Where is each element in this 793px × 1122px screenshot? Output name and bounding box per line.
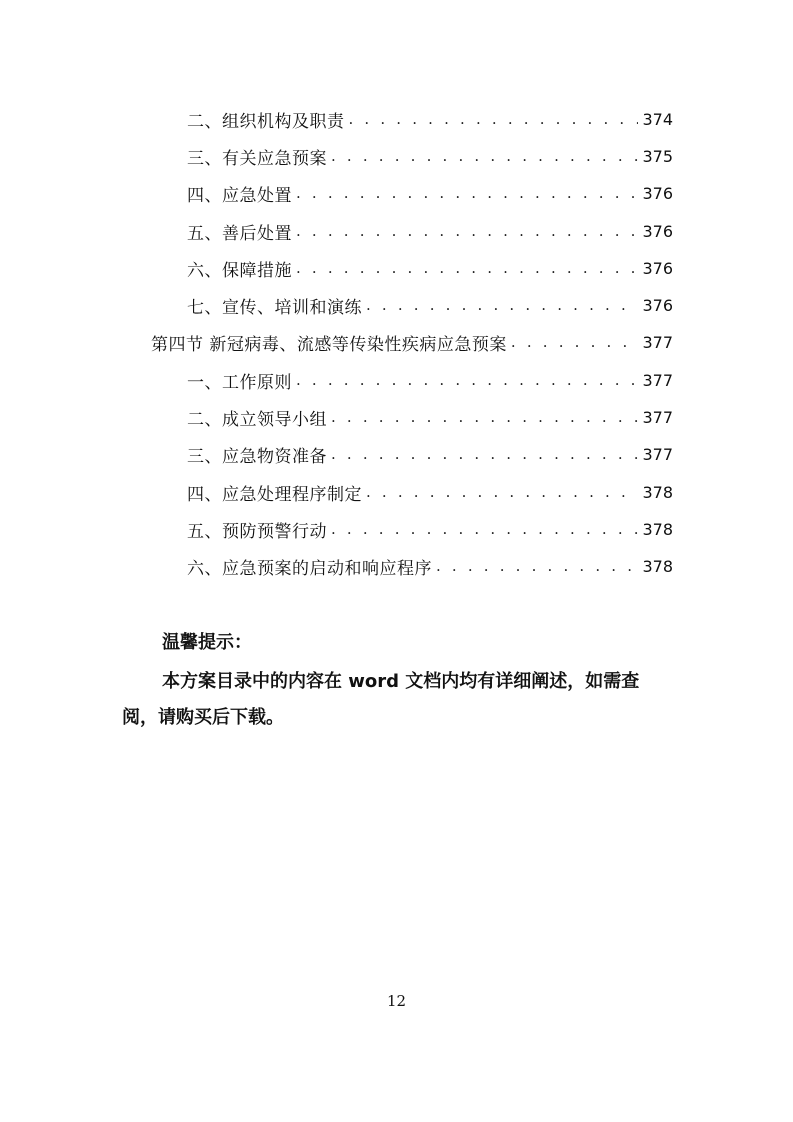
toc-entry-page: 377	[642, 407, 673, 427]
toc-section-entry[interactable]	[151, 327, 673, 357]
toc-entry[interactable]	[187, 104, 673, 134]
toc-dot-leader	[331, 147, 638, 165]
toc-entry-label: 二、成立领导小组	[187, 409, 327, 430]
toc-dot-leader	[366, 296, 638, 314]
toc-entry-page: 375	[642, 146, 673, 166]
toc-dot-leader	[511, 333, 639, 351]
toc-entry-label: 四、应急处置	[187, 185, 292, 206]
toc-entry-page: 376	[642, 295, 673, 315]
toc-entry[interactable]	[187, 216, 673, 246]
toc-entry-page: 378	[642, 482, 673, 502]
toc-entry-label: 六、保障措施	[187, 260, 292, 281]
toc-entry-label: 六、应急预案的启动和响应程序	[187, 558, 432, 579]
toc-entry-page: 377	[642, 370, 673, 390]
toc-dot-leader	[296, 259, 638, 277]
toc-dot-leader	[331, 520, 638, 538]
toc-entry-label: 二、组织机构及职责	[187, 111, 345, 132]
toc-entry-label: 第四节 新冠病毒、流感等传染性疾病应急预案	[151, 334, 507, 355]
toc-entry[interactable]	[187, 477, 673, 507]
toc-entry-page: 377	[642, 444, 673, 464]
toc-entry-page: 378	[642, 519, 673, 539]
toc-dot-leader	[366, 483, 638, 501]
toc-dot-leader	[331, 445, 638, 463]
toc-entry-page: 376	[642, 183, 673, 203]
toc-entry-page: 374	[642, 109, 673, 129]
toc-entry-label: 三、应急物资准备	[187, 446, 327, 467]
toc-entry[interactable]	[187, 402, 673, 432]
toc-entry[interactable]	[187, 253, 673, 283]
toc-entry[interactable]	[187, 141, 673, 171]
toc-entry-label: 五、预防预警行动	[187, 521, 327, 542]
toc-dot-leader	[349, 110, 639, 128]
notice-body: 本方案目录中的内容在 word 文档内均有详细阐述，如需查阅，请购买后下载。	[122, 671, 640, 728]
toc-entry-label: 七、宣传、培训和演练	[187, 297, 362, 318]
toc-entry[interactable]	[187, 365, 673, 395]
toc-entry-label: 五、善后处置	[187, 223, 292, 244]
toc-entry-page: 376	[642, 258, 673, 278]
notice-title: 温馨提示：	[162, 632, 252, 653]
toc-entry[interactable]	[187, 178, 673, 208]
toc-entry-label: 四、应急处理程序制定	[187, 484, 362, 505]
toc-dot-leader	[296, 184, 638, 202]
toc-entry-label: 三、有关应急预案	[187, 148, 327, 169]
toc-entry-page: 376	[642, 221, 673, 241]
toc-dot-leader	[436, 557, 638, 575]
toc-entry-label: 一、工作原则	[187, 372, 292, 393]
toc-entry[interactable]	[187, 290, 673, 320]
toc-entry[interactable]	[187, 514, 673, 544]
page-number: 12	[386, 992, 407, 1010]
toc-dot-leader	[331, 408, 638, 426]
toc-entry[interactable]	[187, 439, 673, 469]
toc-dot-leader	[296, 222, 638, 240]
toc-entry-page: 377	[642, 332, 673, 352]
toc-entry-page: 378	[642, 556, 673, 576]
toc-dot-leader	[296, 371, 638, 389]
toc-entry[interactable]	[187, 551, 673, 581]
